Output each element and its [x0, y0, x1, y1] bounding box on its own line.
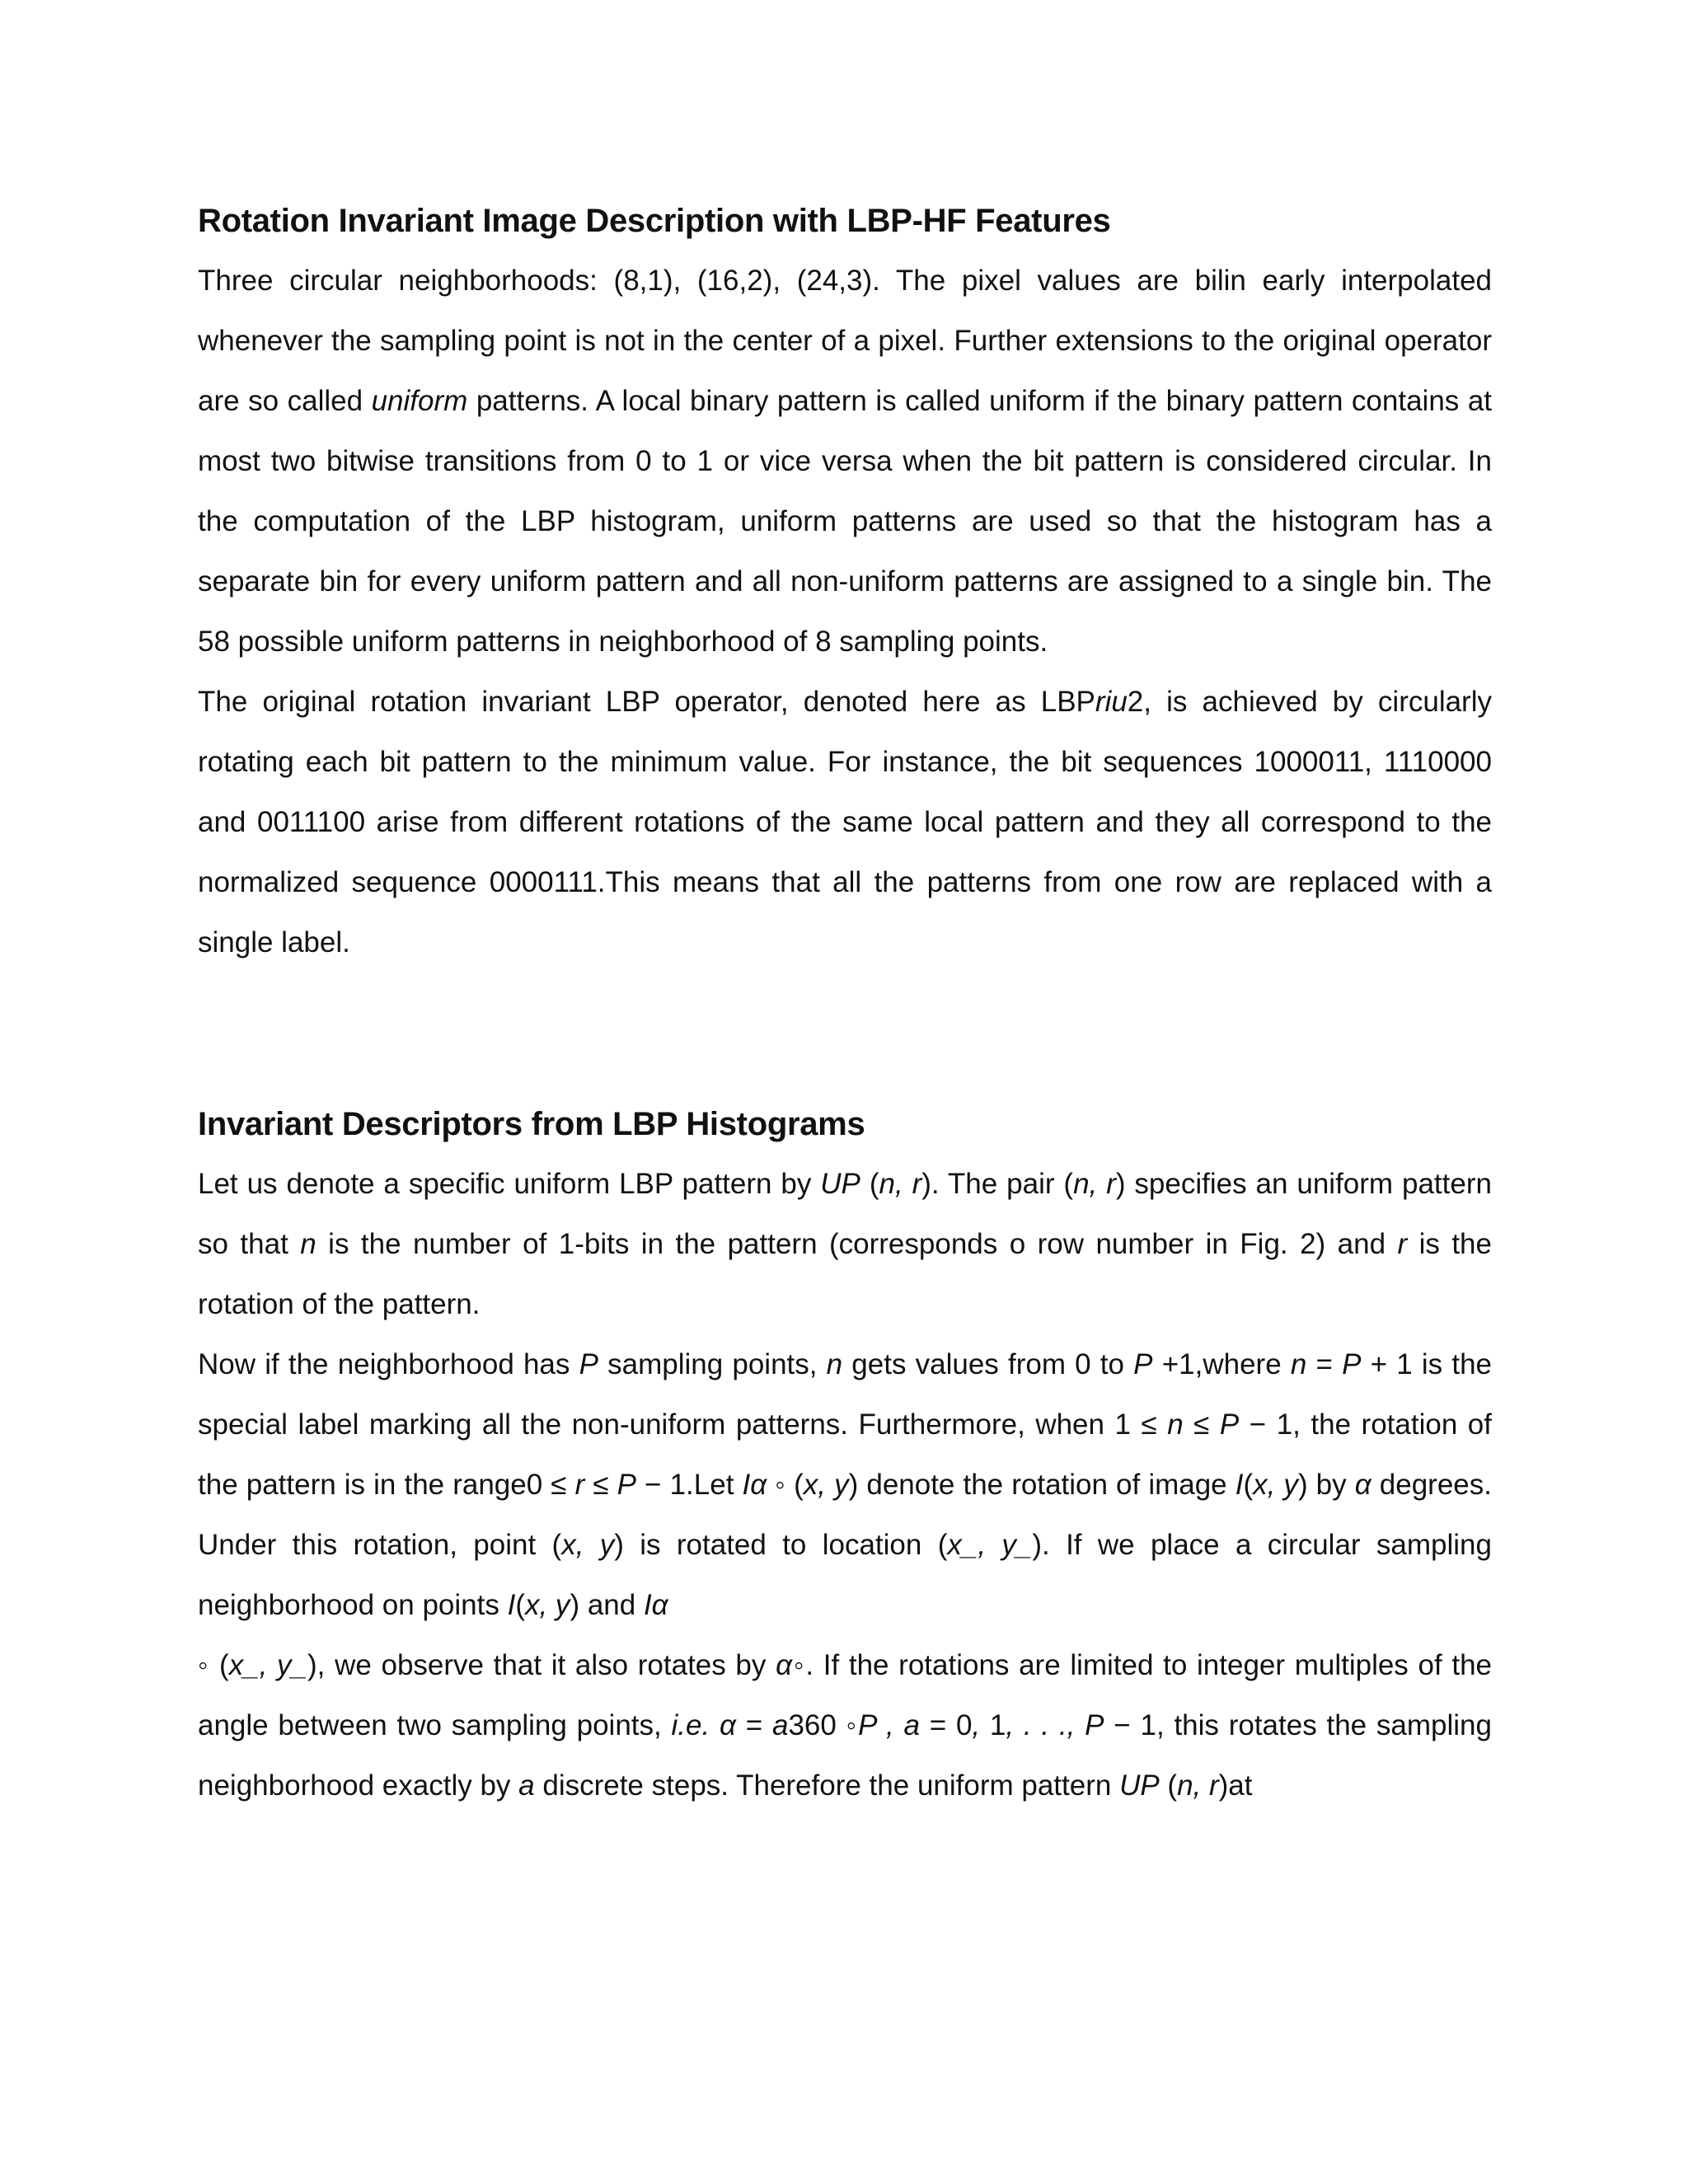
- text-run: Three circular neighborhoods: (8,1), (16,2), (24,3). The pixel values are bilin early interpolated whenever the sampling point is not in the center of a pixel. Further extensions to the original operator are so called: [198, 265, 1492, 417]
- text-run: Now if the neighborhood has: [198, 1348, 579, 1380]
- italic-text: x, y: [524, 1589, 570, 1621]
- italic-text: x, y: [561, 1529, 615, 1561]
- italic-text: Iα: [643, 1589, 668, 1621]
- text-run: is the rotation of the pattern.: [198, 1228, 1492, 1320]
- text-run: ) and: [570, 1589, 644, 1621]
- text-run: ≤: [584, 1469, 617, 1501]
- paragraph-uniform-pattern-definition: [198, 1154, 1492, 1334]
- text-run: (: [1159, 1769, 1178, 1802]
- text-run: = 0: [919, 1709, 973, 1741]
- italic-text: n: [826, 1348, 843, 1380]
- italic-text: n, r: [1073, 1168, 1116, 1200]
- text-run: [710, 1709, 720, 1741]
- italic-text: r: [1397, 1228, 1408, 1260]
- section-heading-rotation-invariant: Rotation Invariant Image Description with LBP-HF Features: [198, 203, 1111, 239]
- text-run: ). The pair (: [921, 1168, 1074, 1200]
- italic-text: P: [1219, 1408, 1240, 1441]
- text-run: − 1, this rotates the sampling neighborhood exactly by: [198, 1709, 1492, 1802]
- text-run: (: [515, 1589, 525, 1621]
- italic-text: P: [617, 1469, 636, 1501]
- text-run: ) by: [1297, 1469, 1355, 1501]
- text-run: − 1.Let: [635, 1469, 743, 1501]
- text-run: (: [860, 1168, 879, 1200]
- italic-text: i.e.: [671, 1709, 710, 1741]
- italic-text: a: [772, 1709, 789, 1741]
- text-run: ) denote the rotation of image: [848, 1469, 1236, 1501]
- section-heading-invariant-descriptors: Invariant Descriptors from LBP Histograms: [198, 1106, 865, 1142]
- text-run: =: [735, 1709, 772, 1741]
- italic-text: r: [574, 1469, 585, 1501]
- paragraph-lbp-neighborhoods: [198, 251, 1492, 672]
- italic-text: P: [579, 1348, 598, 1380]
- text-run: (: [1243, 1469, 1254, 1501]
- italic-text: x_, y_: [228, 1649, 308, 1681]
- italic-text: ,: [972, 1709, 981, 1741]
- paragraph-lbp-riu2: [198, 672, 1492, 972]
- italic-text: x_, y_: [947, 1529, 1033, 1561]
- italic-text: a: [518, 1769, 535, 1802]
- italic-text: x, y: [1253, 1469, 1298, 1501]
- text-run: ◦ (: [198, 1649, 229, 1681]
- italic-text: , . . ., P: [1006, 1709, 1104, 1741]
- text-run: + 1 is the special label marking all the non-uniform patterns. Furthermore, when 1 ≤: [198, 1348, 1493, 1441]
- text-run: )at: [1218, 1769, 1253, 1802]
- text-run: 1: [980, 1709, 1006, 1741]
- italic-text: P: [1342, 1348, 1362, 1380]
- text-run: ) specifies an uniform pattern so that: [198, 1168, 1492, 1260]
- text-run: 2, is achieved by circularly rotating each bit pattern to the minimum value. For instance, the bit sequences 1000011, 1110000 and 0011100 arise from different rotations of the same local pattern and they all correspond to the normalized sequence 0000111.This means that all the patterns from one row are replaced with a single label.: [198, 686, 1492, 958]
- italic-text: UP: [1119, 1769, 1160, 1802]
- italic-text: P: [1133, 1348, 1153, 1380]
- text-run: ). If we place a circular sampling neighborhood on points: [198, 1529, 1492, 1621]
- text-run: ◦. If the rotations are limited to integer multiples of the angle between two sampling points,: [198, 1649, 1492, 1741]
- text-run: +1,where: [1152, 1348, 1291, 1380]
- italic-text: n, r: [879, 1168, 922, 1200]
- document-page: [198, 191, 1492, 1816]
- text-run: =: [1306, 1348, 1343, 1380]
- text-run: sampling points,: [598, 1348, 827, 1380]
- italic-text: n: [1167, 1408, 1184, 1441]
- text-run: Let us denote a specific uniform LBP pattern by: [198, 1168, 821, 1200]
- text-run: ≤: [1183, 1408, 1220, 1441]
- italic-text: α: [776, 1649, 793, 1681]
- italic-text: UP: [820, 1168, 860, 1200]
- italic-text: α: [720, 1709, 736, 1741]
- italic-text: α: [1354, 1469, 1372, 1501]
- italic-text: n: [300, 1228, 316, 1260]
- italic-text: uniform: [371, 385, 468, 417]
- text-run: 360 ◦: [788, 1709, 859, 1741]
- text-run: − 1, the rotation of the pattern is in the range0 ≤: [198, 1408, 1492, 1501]
- text-run: ) is rotated to location (: [614, 1529, 948, 1561]
- text-run: ◦ (: [767, 1469, 804, 1501]
- italic-text: P , a: [858, 1709, 920, 1741]
- italic-text: n, r: [1177, 1769, 1219, 1802]
- section-spacer: [198, 972, 1492, 1094]
- text-run: ), we observe that it also rotates by: [307, 1649, 776, 1681]
- text-run: patterns. A local binary pattern is called uniform if the binary pattern contains at most two bitwise transitions from 0 to 1 or vice versa when the bit pattern is considered circular. In the computation of the LBP histogram, uniform patterns are used so that the histogram has a separate bin for every uniform pattern and all non-uniform patterns are assigned to a single bin. The 58 possible uniform patterns in neighborhood of 8 sampling points.: [198, 385, 1493, 658]
- text-run: discrete steps. Therefore the uniform pattern: [534, 1769, 1120, 1802]
- italic-text: riu: [1095, 686, 1128, 718]
- text-run: degrees. Under this rotation, point (: [198, 1469, 1492, 1561]
- italic-text: x, y: [803, 1469, 849, 1501]
- italic-text: I: [507, 1589, 516, 1621]
- text-run: is the number of 1-bits in the pattern (corresponds o row number in Fig. 2) and: [316, 1228, 1398, 1260]
- italic-text: I: [1235, 1469, 1244, 1501]
- italic-text: Iα: [742, 1469, 767, 1501]
- text-run: gets values from 0 to: [842, 1348, 1134, 1380]
- text-run: The original rotation invariant LBP operator, denoted here as LBP: [198, 686, 1095, 718]
- italic-text: n: [1290, 1348, 1307, 1380]
- paragraph-rotation-analysis: [198, 1334, 1492, 1816]
